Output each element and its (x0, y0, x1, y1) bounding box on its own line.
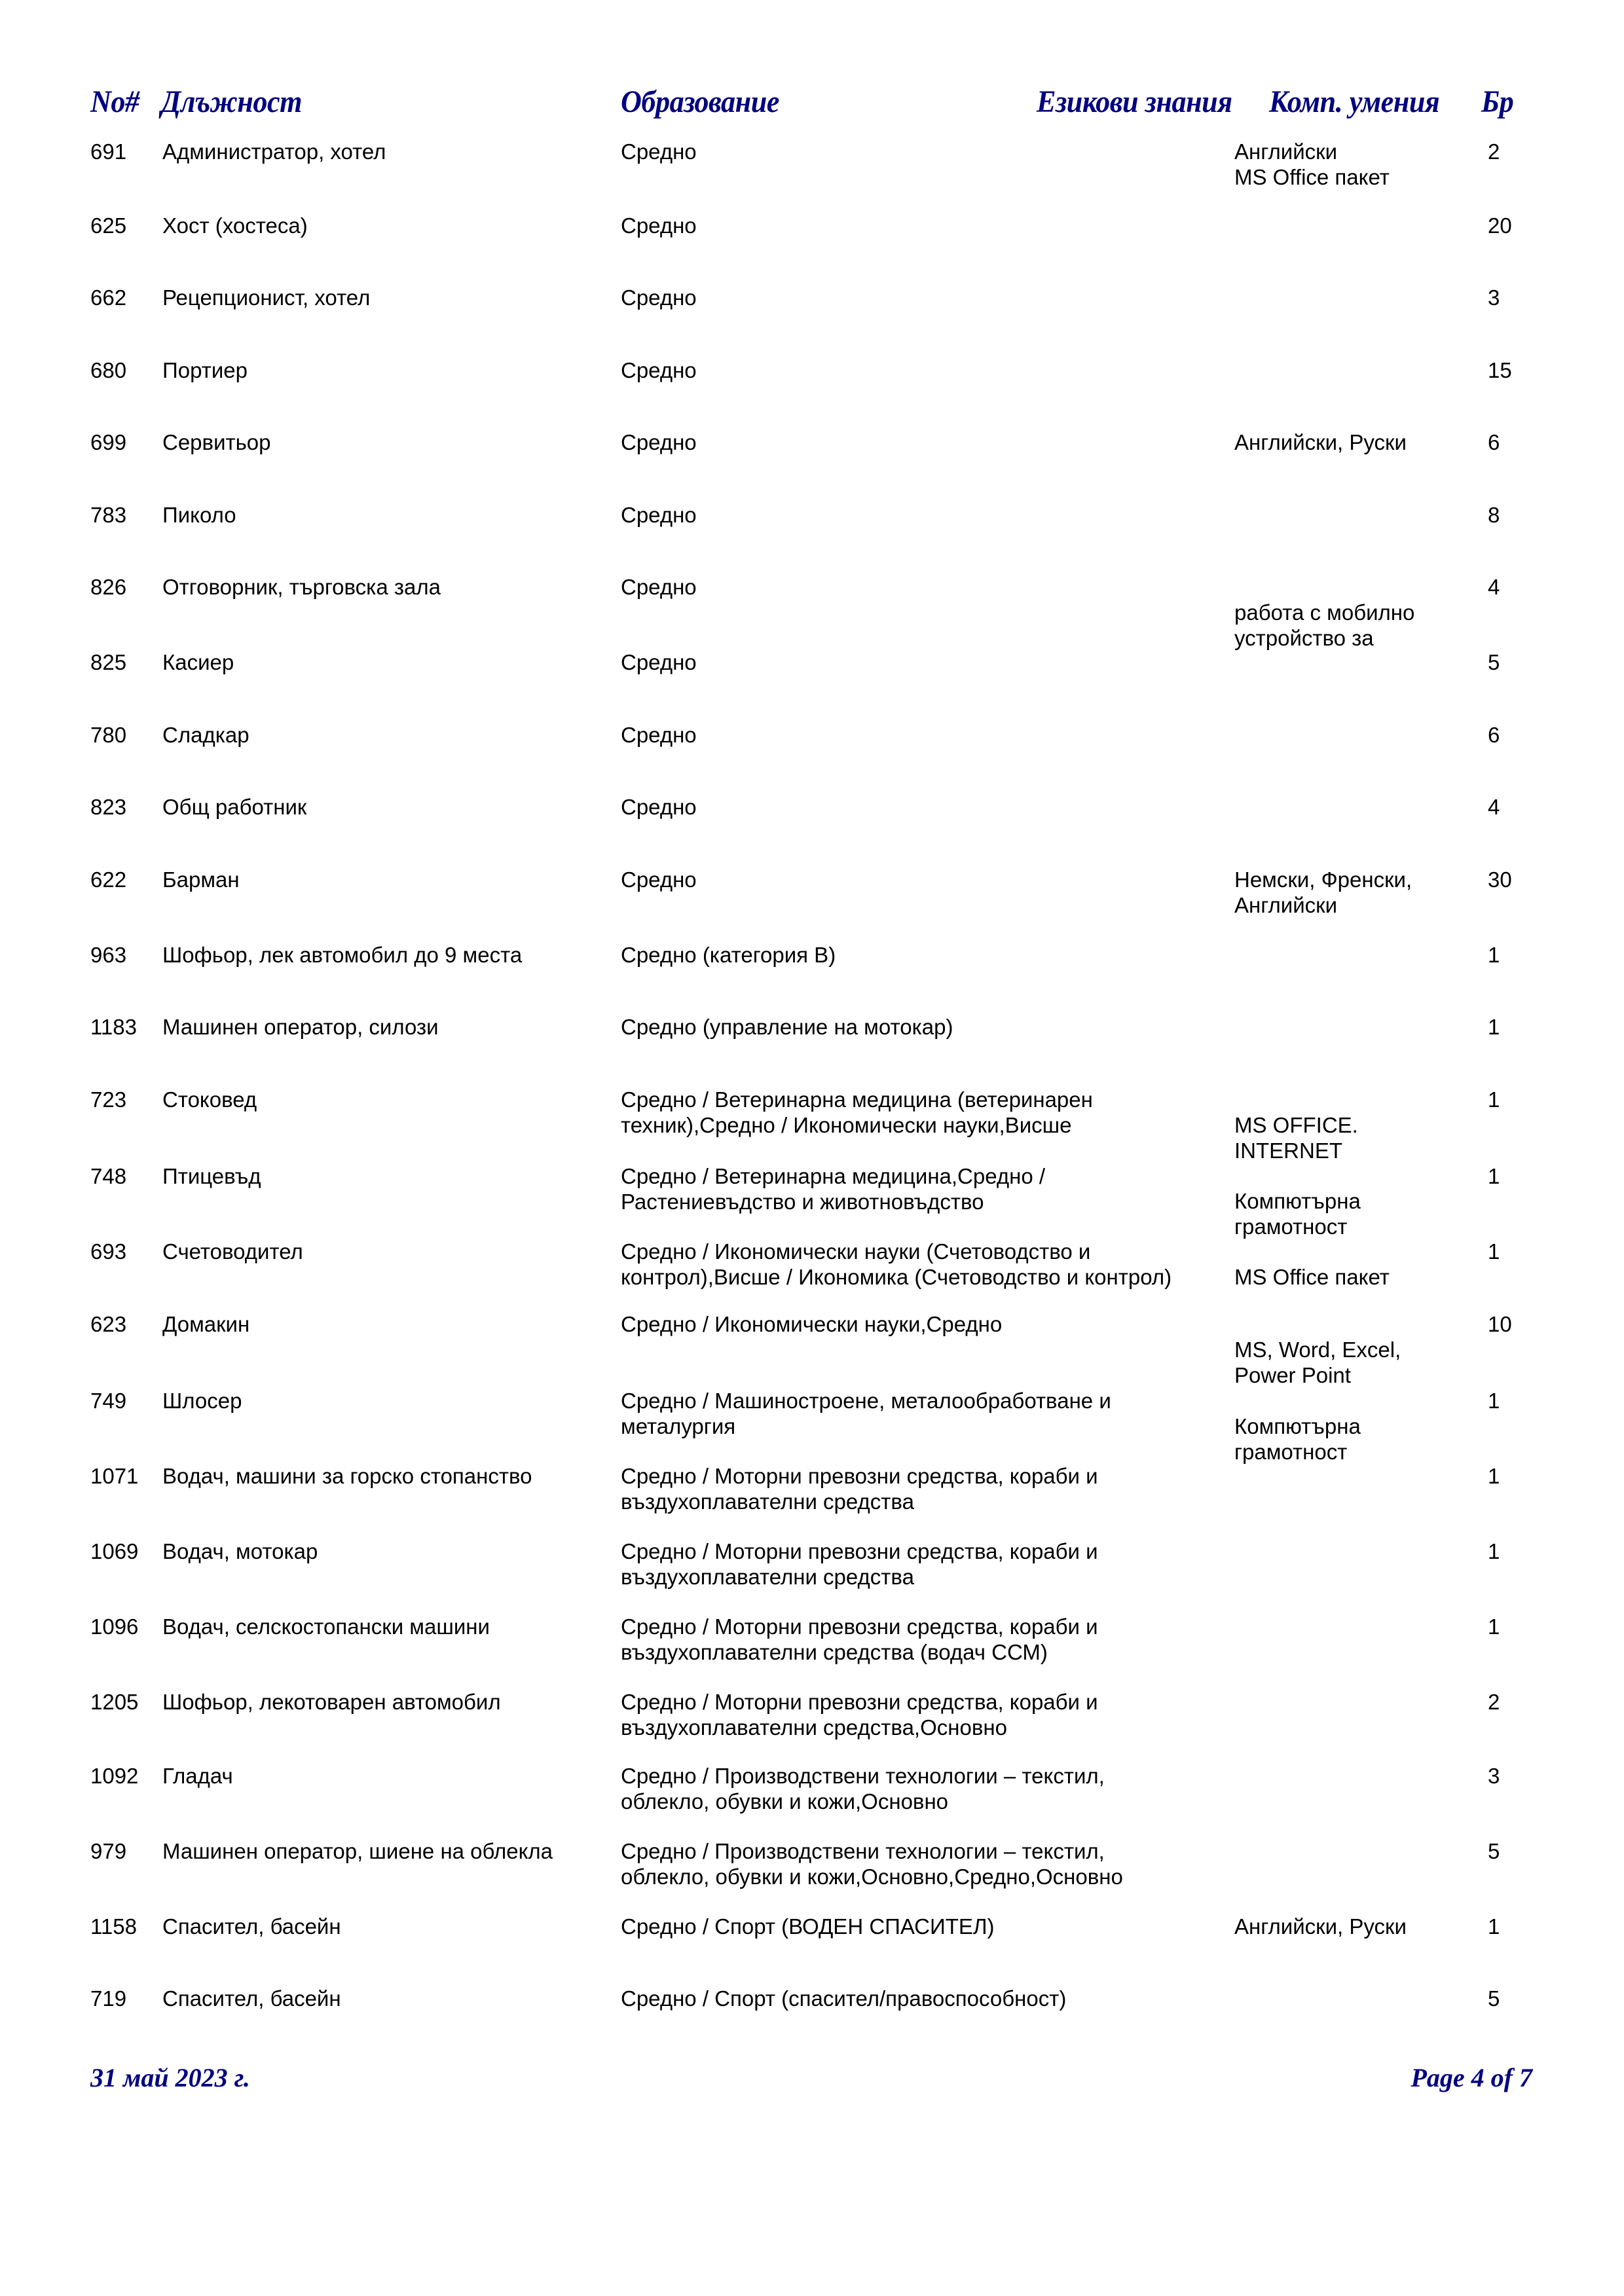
header-no: No# (90, 84, 139, 119)
row-education: въздухоплавателни средства (621, 1565, 914, 1589)
row-education: Средно (621, 285, 697, 310)
row-number: 623 (90, 1312, 127, 1336)
row-education: Средно / Икономически науки (Счетоводство и (621, 1239, 1091, 1264)
row-count: 1 (1488, 1015, 1500, 1039)
row-number: 625 (90, 213, 127, 238)
row-count: 2 (1488, 1690, 1500, 1714)
row-education: Средно (621, 503, 697, 527)
row-count: 6 (1488, 723, 1500, 747)
row-position-title: Барман (162, 867, 240, 892)
row-number: 1158 (90, 1914, 137, 1939)
row-number: 979 (90, 1839, 127, 1863)
skills-entry: MS Office пакет (1234, 165, 1390, 189)
row-count: 1 (1488, 1087, 1500, 1112)
row-count: 1 (1488, 1389, 1500, 1413)
skills-entry: грамотност (1234, 1214, 1348, 1239)
row-education: Средно / Моторни превозни средства, кораби и (621, 1539, 1098, 1563)
header-position: Длъжност (161, 84, 303, 119)
row-count: 5 (1488, 1986, 1500, 2011)
row-count: 1 (1488, 1164, 1500, 1188)
row-count: 20 (1488, 213, 1512, 238)
row-position-title: Шофьор, лекотоварен автомобил (162, 1690, 501, 1714)
row-position-title: Спасител, басейн (162, 1914, 341, 1939)
row-count: 1 (1488, 1539, 1500, 1563)
row-number: 693 (90, 1239, 127, 1264)
row-education: Средно (621, 430, 697, 454)
skills-entry: Немски, Френски, (1234, 867, 1412, 892)
row-education: Средно (621, 650, 697, 674)
row-education: Средно / Моторни превозни средства, кораби и (621, 1464, 1098, 1488)
row-position-title: Администратор, хотел (162, 139, 386, 164)
row-education: Средно / Ветеринарна медицина,Средно / (621, 1164, 1046, 1188)
row-number: 699 (90, 430, 127, 454)
row-number: 825 (90, 650, 127, 674)
row-position-title: Машинен оператор, силози (162, 1015, 439, 1039)
row-education: Средно / Спорт (ВОДЕН СПАСИТЕЛ) (621, 1914, 995, 1939)
footer-page-number: Page 4 of 7 (1411, 2063, 1532, 2092)
row-position-title: Птицевъд (162, 1164, 261, 1188)
row-count: 6 (1488, 430, 1500, 454)
row-education: Средно (621, 723, 697, 747)
skills-entry: INTERNET (1234, 1139, 1342, 1163)
skills-entry: Английски, Руски (1234, 1914, 1407, 1939)
row-position-title: Водач, машини за горско стопанство (162, 1464, 532, 1488)
row-education: Средно (621, 139, 697, 164)
row-position-title: Шлосер (162, 1389, 242, 1413)
row-number: 662 (90, 285, 127, 310)
row-education: Средно (категория B) (621, 943, 836, 967)
row-education: въздухоплавателни средства (621, 1489, 914, 1514)
row-number: 1069 (90, 1539, 139, 1563)
row-education: Средно / Икономически науки,Средно (621, 1312, 1003, 1336)
row-number: 749 (90, 1389, 127, 1413)
row-count: 4 (1488, 575, 1500, 599)
row-education: облекло, обувки и кожи,Основно,Средно,Основно (621, 1865, 1123, 1889)
skills-entry: MS Office пакет (1234, 1265, 1390, 1289)
row-education: Средно (621, 867, 697, 892)
row-education: техник),Средно / Икономически науки,Висше (621, 1113, 1072, 1137)
row-count: 1 (1488, 1464, 1500, 1488)
row-education: въздухоплавателни средства,Основно (621, 1715, 1007, 1740)
row-number: 1096 (90, 1614, 139, 1639)
skills-entry: грамотност (1234, 1440, 1348, 1464)
row-education: Средно / Машиностроене, металообработване и (621, 1389, 1111, 1413)
row-education: Средно (621, 795, 697, 819)
footer-date: 31 май 2023 г. (90, 2063, 250, 2092)
row-count: 1 (1488, 1239, 1500, 1264)
row-position-title: Гладач (162, 1764, 233, 1788)
row-number: 1205 (90, 1690, 139, 1714)
row-position-title: Отговорник, търговска зала (162, 575, 441, 599)
row-position-title: Портиер (162, 358, 248, 382)
row-number: 748 (90, 1164, 127, 1188)
row-position-title: Водач, мотокар (162, 1539, 318, 1563)
row-number: 780 (90, 723, 127, 747)
row-count: 1 (1488, 1914, 1500, 1939)
skills-entry: работа с мобилно (1234, 600, 1415, 625)
row-number: 823 (90, 795, 127, 819)
skills-entry: Компютърна (1234, 1414, 1361, 1438)
row-position-title: Хост (хостеса) (162, 213, 308, 238)
row-count: 5 (1488, 1839, 1500, 1863)
row-position-title: Спасител, басейн (162, 1986, 341, 2011)
skills-entry: устройство за (1234, 626, 1374, 650)
row-education: Растениевъдство и животновъдство (621, 1190, 984, 1214)
row-count: 3 (1488, 1764, 1500, 1788)
row-education: Средно / Моторни превозни средства, кораби и (621, 1614, 1098, 1639)
row-education: Средно (621, 213, 697, 238)
row-position-title: Машинен оператор, шиене на облекла (162, 1839, 553, 1863)
row-count: 1 (1488, 943, 1500, 967)
skills-entry: MS OFFICE. (1234, 1113, 1358, 1137)
row-count: 4 (1488, 795, 1500, 819)
row-position-title: Шофьор, лек автомобил до 9 места (162, 943, 523, 967)
row-position-title: Пиколо (162, 503, 236, 527)
row-position-title: Счетоводител (162, 1239, 303, 1264)
skills-entry: Power Point (1234, 1363, 1351, 1387)
header-computer-skills: Комп. умения (1269, 84, 1440, 119)
row-count: 8 (1488, 503, 1500, 527)
row-education: Средно / Производствени технологии – текстил, (621, 1839, 1105, 1863)
row-count: 3 (1488, 285, 1500, 310)
row-position-title: Рецепционист, хотел (162, 285, 371, 310)
row-number: 622 (90, 867, 127, 892)
row-education: Средно / Производствени технологии – текстил, (621, 1764, 1105, 1788)
row-count: 2 (1488, 139, 1500, 164)
header-languages: Езикови знания (1037, 84, 1232, 119)
row-number: 723 (90, 1087, 127, 1112)
row-count: 10 (1488, 1312, 1512, 1336)
row-count: 1 (1488, 1614, 1500, 1639)
row-position-title: Домакин (162, 1312, 250, 1336)
row-education: Средно / Моторни превозни средства, кораби и (621, 1690, 1098, 1714)
row-education: Средно / Ветеринарна медицина (ветеринарен (621, 1087, 1093, 1112)
skills-entry: Английски, Руски (1234, 430, 1407, 454)
row-position-title: Сервитьор (162, 430, 271, 454)
row-count: 30 (1488, 867, 1512, 892)
row-position-title: Водач, селскостопански машини (162, 1614, 490, 1639)
row-number: 826 (90, 575, 127, 599)
row-education: Средно / Спорт (спасител/правоспособност) (621, 1986, 1067, 2011)
skills-entry: Компютърна (1234, 1189, 1361, 1213)
row-position-title: Сладкар (162, 723, 249, 747)
row-education: Средно (621, 575, 697, 599)
row-education: контрол),Висше / Икономика (Счетоводство и контрол) (621, 1265, 1172, 1289)
skills-entry: MS, Word, Excel, (1234, 1338, 1401, 1362)
header-count: Бр (1481, 84, 1514, 119)
header-education: Образование (621, 84, 779, 119)
row-education: Средно (621, 358, 697, 382)
row-education: металургия (621, 1414, 736, 1438)
row-number: 963 (90, 943, 127, 967)
row-education: Средно (управление на мотокар) (621, 1015, 953, 1039)
row-number: 691 (90, 139, 127, 164)
row-count: 5 (1488, 650, 1500, 674)
row-number: 783 (90, 503, 127, 527)
row-education: въздухоплавателни средства (водач ССМ) (621, 1640, 1048, 1664)
row-number: 1071 (90, 1464, 139, 1488)
skills-entry: Английски (1234, 893, 1338, 917)
row-count: 15 (1488, 358, 1512, 382)
row-number: 1092 (90, 1764, 139, 1788)
row-education: облекло, обувки и кожи,Основно (621, 1789, 949, 1813)
row-number: 680 (90, 358, 127, 382)
row-number: 719 (90, 1986, 127, 2011)
row-position-title: Общ работник (162, 795, 307, 819)
row-number: 1183 (90, 1015, 137, 1039)
skills-entry: Английски (1234, 139, 1338, 164)
row-position-title: Стоковед (162, 1087, 257, 1112)
row-position-title: Касиер (162, 650, 234, 674)
